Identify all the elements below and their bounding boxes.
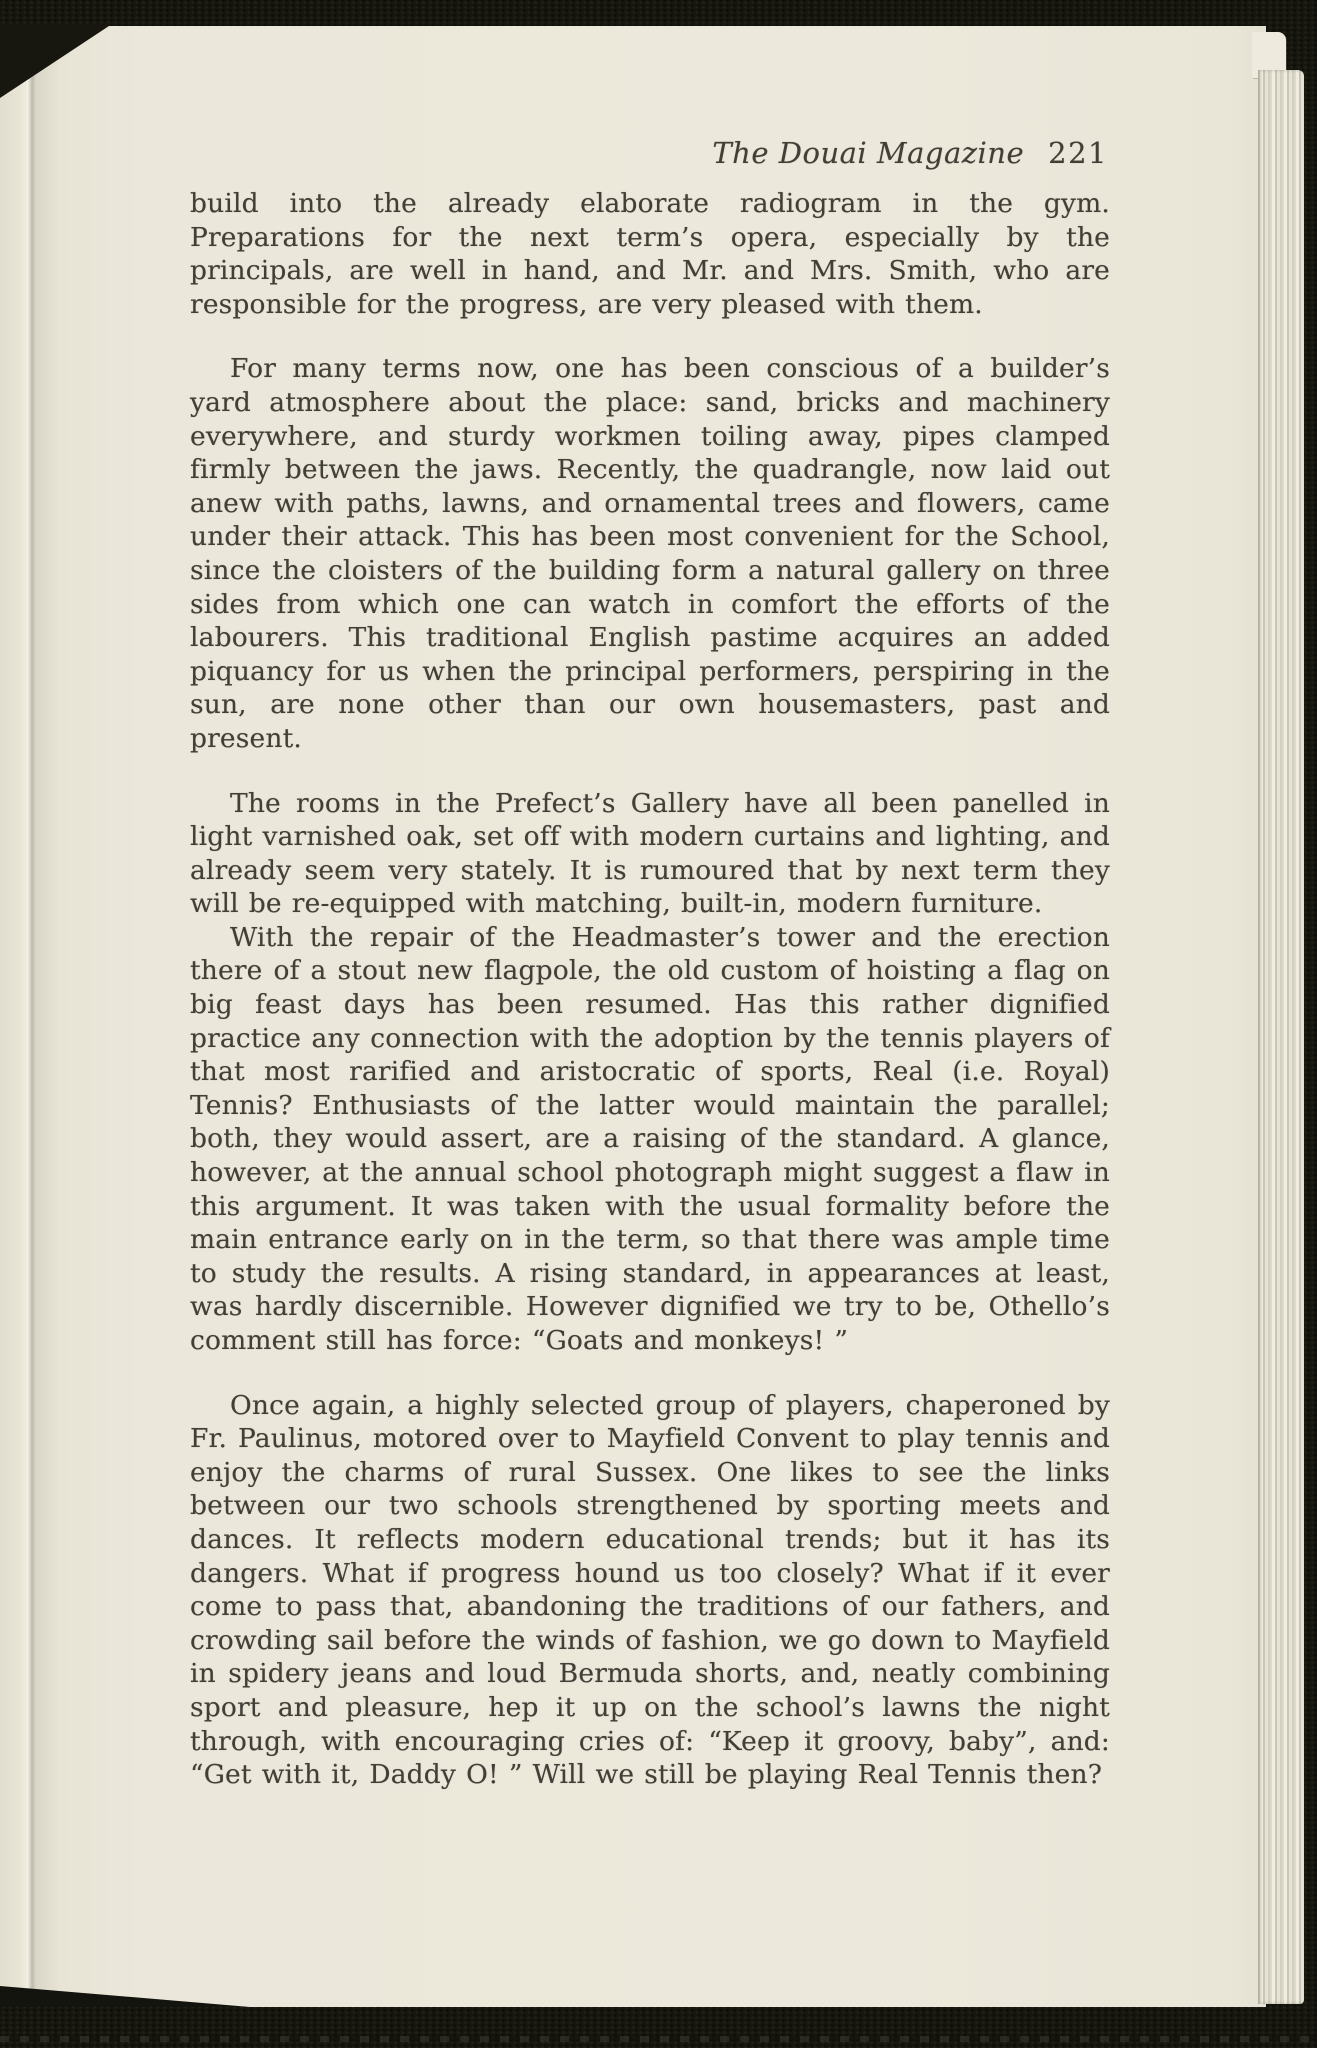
gutter-crease [27,26,36,2007]
page-edge-stack [1258,70,1304,2004]
paragraph: Once again, a highly selected group of players, chaperoned by Fr. Paulinus, motored over to Mayfield Convent to play tennis and enjoy the charms of rural Sussex. One likes to see the links between our two schools strengthened by sporting meets and dances. It reflects modern educational trends; but it has its dangers. What if progress hound us too closely? What if it ever come to pass that, abandoning the traditions of our fathers, and crowding sail before the winds of fashion, we go down to Mayfield in spidery jeans and loud Bermuda shorts, and, neatly combining sport and pleasure, hep it up on the school’s lawns the night through, with encouraging cries of: “Keep it groovy, baby”, and: “Get with it, Daddy O! ” Will we still be playing Real Tennis then? [190,1389,1110,1791]
paragraph: build into the already elaborate radiogram in the gym. Preparations for the next term’s opera, especially by the principals, are well in hand, and Mr. and Mrs. Smith, who are responsible for the progress, are very pleased with them. [190,188,1110,320]
printed-page-content [190,136,1110,1792]
body-text [190,187,1110,1792]
paragraph: With the repair of the Headmaster’s tower and the erection there of a stout new flagpole, the old custom of hoisting a flag on big feast days has been resumed. Has this rather dignified practice any connection with the adoption by the tennis players of that most rarified and aristocratic of sports, Real (i.e. Royal) Tennis? Enthusiasts of the latter would maintain the parallel; both, they would assert, are a raising of the standard. A glance, however, at the annual school photograph might suggest a flaw in this argument. It was taken with the usual formality before the main entrance early on in the term, so that there was ample time to study the results. A rising standard, in appearances at least, was hardly discernible. However dignified we try to be, Othello’s comment still has force: “Goats and monkeys! ” [190,921,1110,1356]
page-number: 221 [1048,136,1108,170]
paragraph: For many terms now, one has been conscious of a builder’s yard atmosphere about the place: sand, bricks and machinery everywhere, and sturdy workmen toiling away, pipes clamped firmly between the jaws. Recently, the quadrangle, now laid out anew with paths, lawns, and ornamental trees and flowers, came under their attack. This has been most convenient for the School, since the cloisters of the building form a natural gallery on three sides from which one can watch in comfort the efforts of the labourers. This traditional English pastime acquires an added piquancy for us when the principal performers, perspiring in the sun, are none other than our own housemasters, past and present. [190,353,1110,754]
cover-stitching-texture [0,2036,1317,2042]
paragraph: The rooms in the Prefect’s Gallery have all been panelled in light varnished oak, set off with modern curtains and lighting, and already seem very stately. It is rumoured that by next term they will be re-equipped with matching, built-in, modern furniture. [190,787,1110,920]
running-header [190,136,1110,170]
magazine-title: The Douai Magazine [712,136,1025,170]
